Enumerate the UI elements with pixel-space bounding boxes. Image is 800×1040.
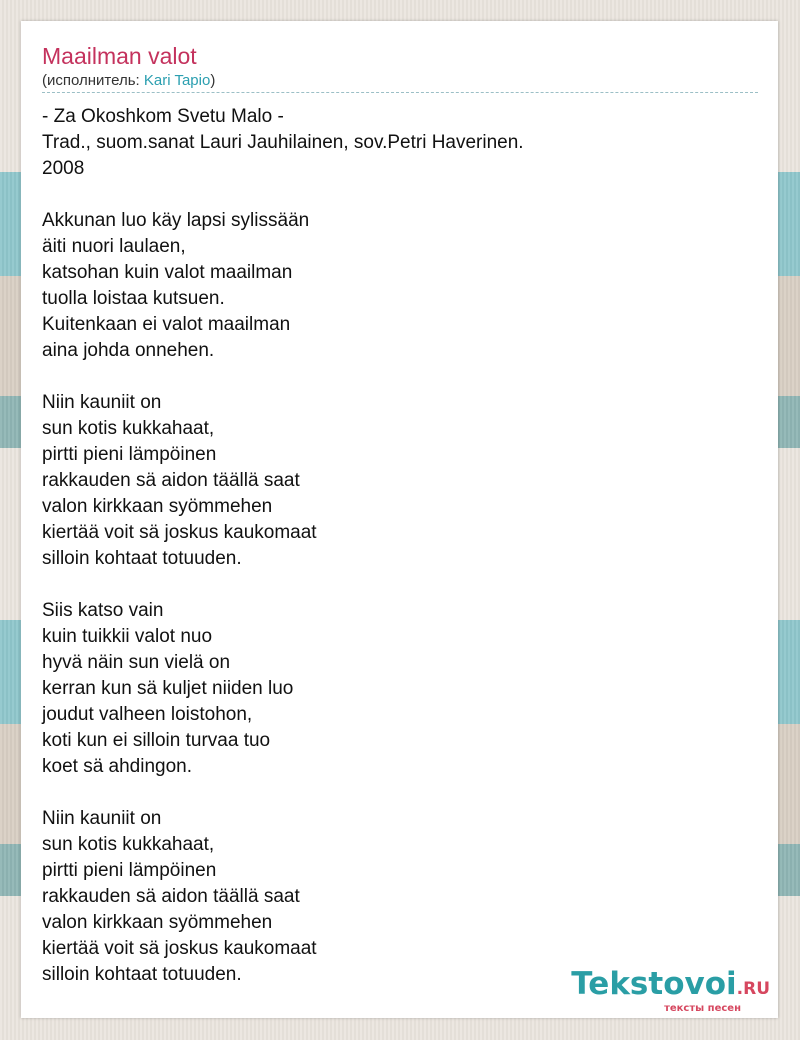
lyrics-line: aina johda onnehen. — [42, 340, 215, 361]
artist-line — [42, 72, 215, 89]
lyrics-blank-line — [42, 182, 524, 208]
lyrics-line: silloin kohtaat totuuden. — [42, 964, 242, 985]
lyrics-line: 2008 — [42, 158, 85, 179]
logo-name: Tekstovoi — [571, 966, 737, 1002]
logo-wordmark — [571, 968, 770, 1005]
logo-tagline: тексты песен — [664, 1003, 741, 1014]
lyrics-line: joudut valheen loistohon, — [42, 704, 253, 725]
lyrics-line: tuolla loistaa kutsuen. — [42, 288, 225, 309]
lyrics-line: koet sä ahdingon. — [42, 756, 193, 777]
lyrics-line: sun kotis kukkahaat, — [42, 418, 215, 439]
lyrics-blank-line — [42, 572, 524, 598]
lyrics-blank-line — [42, 364, 524, 390]
lyrics-line: rakkauden sä aidon täällä saat — [42, 886, 300, 907]
lyrics-line: Siis katso vain — [42, 600, 164, 621]
lyrics-line: Trad., suom.sanat Lauri Jauhilainen, sov.Petri Haverinen. — [42, 132, 524, 153]
logo-tld: .RU — [736, 979, 770, 999]
lyrics-line: pirtti pieni lämpöinen — [42, 444, 217, 465]
lyrics-line: Akkunan luo käy lapsi sylissään — [42, 210, 310, 231]
lyrics-line: rakkauden sä aidon täällä saat — [42, 470, 300, 491]
lyrics-line: valon kirkkaan syömmehen — [42, 496, 273, 517]
lyrics-text — [42, 104, 524, 988]
song-title: Maailman valot — [42, 43, 197, 69]
site-logo[interactable] — [571, 968, 770, 1014]
lyrics-line: Niin kauniit on — [42, 808, 162, 829]
lyrics-line: sun kotis kukkahaat, — [42, 834, 215, 855]
lyrics-line: Niin kauniit on — [42, 392, 162, 413]
title-divider — [42, 92, 758, 93]
lyrics-line: Kuitenkaan ei valot maailman — [42, 314, 291, 335]
lyrics-line: kerran kun sä kuljet niiden luo — [42, 678, 294, 699]
lyrics-line: - Za Okoshkom Svetu Malo - — [42, 106, 284, 127]
lyrics-line: äiti nuori laulaen, — [42, 236, 186, 257]
lyrics-line: pirtti pieni lämpöinen — [42, 860, 217, 881]
lyrics-blank-line — [42, 780, 524, 806]
artist-suffix: ) — [210, 72, 216, 89]
lyrics-line: valon kirkkaan syömmehen — [42, 912, 273, 933]
lyrics-line: kiertää voit sä joskus kaukomaat — [42, 938, 317, 959]
lyrics-line: kiertää voit sä joskus kaukomaat — [42, 522, 317, 543]
lyrics-line: silloin kohtaat totuuden. — [42, 548, 242, 569]
lyrics-line: hyvä näin sun vielä on — [42, 652, 231, 673]
lyrics-line: kuin tuikkii valot nuo — [42, 626, 213, 647]
lyrics-card — [21, 21, 778, 1018]
lyrics-line: katsohan kuin valot maailman — [42, 262, 293, 283]
lyrics-line: koti kun ei silloin turvaa tuo — [42, 730, 271, 751]
artist-prefix: (исполнитель: — [42, 72, 144, 89]
artist-link[interactable]: Kari Tapio — [143, 72, 211, 89]
